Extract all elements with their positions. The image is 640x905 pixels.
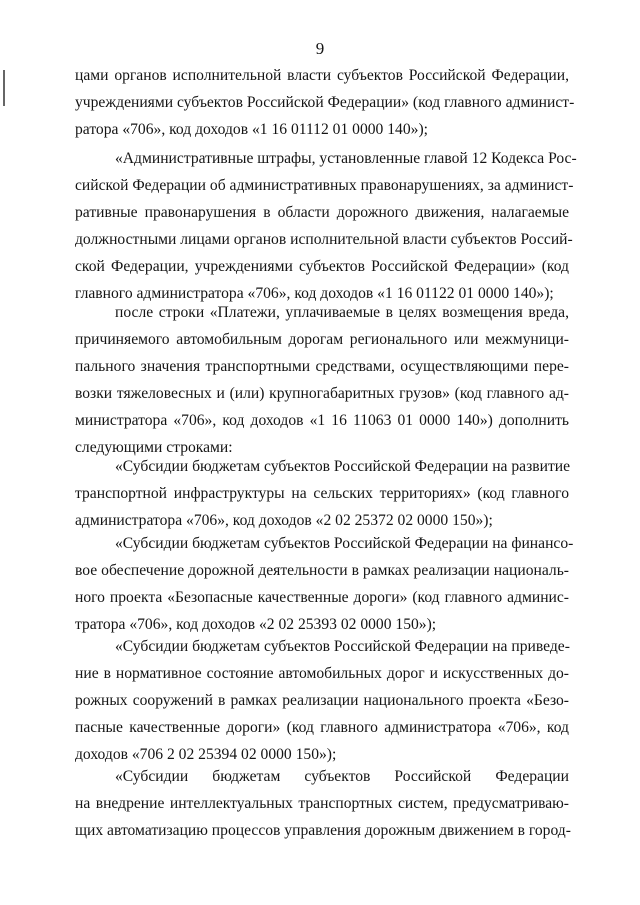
text-line: цами органов исполнительной власти субъектов Российской Федерации, (75, 67, 569, 84)
text-line: ской Федерации, учреждениями субъектов Российской Федерации» (код (75, 258, 569, 275)
text-line: следующими строками: (75, 439, 233, 456)
text-line: учреждениями субъектов Российской Федерации» (код главного админист- (75, 94, 575, 111)
paragraph (75, 453, 569, 534)
text-line: «Субсидии бюджетам субъектов Российской Федерации на финансо- (115, 535, 574, 552)
text-line: пального значения транспортными средствами, осуществляющими пере- (75, 358, 569, 375)
paragraph (75, 633, 569, 768)
text-line: транспортной инфраструктуры на сельских территориях» (код главного (75, 485, 569, 502)
text-line: должностными лицами органов исполнительной власти субъектов Россий- (75, 231, 573, 248)
paragraph (75, 763, 569, 844)
text-line: пасные качественные дороги» (код главного администратора «706», код (75, 719, 569, 736)
text-line: на внедрение интеллектуальных транспортных систем, предусматриваю- (75, 795, 569, 812)
text-line: после строки «Платежи, уплачиваемые в целях возмещения вреда, (115, 304, 569, 321)
text-line: «Административные штрафы, установленные главой 12 Кодекса Рос- (115, 150, 577, 167)
text-line: ратора «706», код доходов «1 16 01112 01 0000 140»); (75, 121, 428, 138)
text-line: «Субсидии бюджетам субъектов Российской Федерации (115, 768, 569, 785)
paragraph (75, 145, 577, 307)
text-line: тратора «706», код доходов «2 02 25393 02 0000 150»); (75, 616, 437, 633)
text-line: администратора «706», код доходов «2 02 25372 02 0000 150»); (75, 512, 493, 529)
page-number: 9 (315, 39, 325, 58)
text-line: главного администратора «706», код доходов «1 16 01122 01 0000 140»); (75, 285, 554, 302)
text-line: рожных сооружений в рамках реализации национального проекта «Безо- (75, 692, 569, 709)
text-line: «Субсидии бюджетам субъектов Российской Федерации на развитие (115, 458, 571, 475)
text-line: сийской Федерации об административных правонарушениях, за админист- (75, 177, 574, 194)
text-line: ративные правонарушения в области дорожного движения, налагаемые (75, 204, 569, 221)
text-line: ного проекта «Безопасные качественные дороги» (код главного админис- (75, 589, 569, 606)
text-line: «Субсидии бюджетам субъектов Российской Федерации на приведе- (115, 638, 570, 655)
paragraph (75, 299, 569, 461)
text-line: вое обеспечение дорожной деятельности в рамках реализации националь- (75, 562, 569, 579)
text-line: щих автоматизацию процессов управления дорожным движением в город- (75, 822, 571, 839)
text-line: ние в нормативное состояние автомобильных дорог и искусственных до- (75, 665, 569, 682)
text-line: министратора «706», код доходов «1 16 11063 01 0000 140») дополнить (75, 412, 569, 429)
text-line: доходов «706 2 02 25394 02 0000 150»); (75, 746, 337, 763)
text-line: возки тяжеловесных и (или) крупногабаритных грузов» (код главного ад- (75, 385, 569, 402)
text-line: причиняемого автомобильным дорогам регионального или межмуници- (75, 331, 569, 348)
paragraph (75, 530, 574, 638)
left-margin-mark (3, 70, 5, 106)
paragraph (75, 62, 575, 143)
